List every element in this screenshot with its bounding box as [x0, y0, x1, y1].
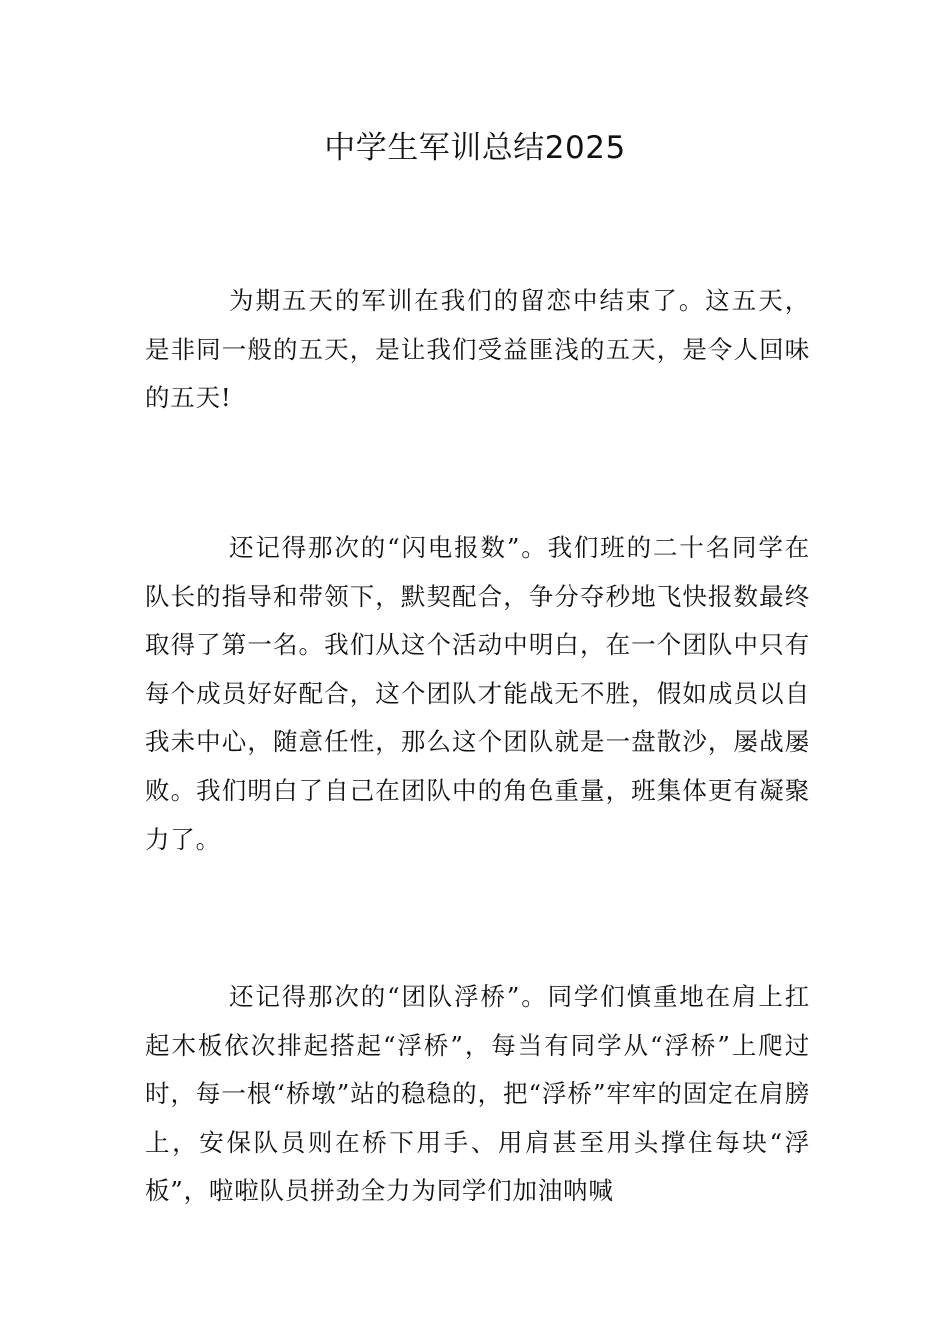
paragraph-team-bridge: 还记得那次的“团队浮桥”。同学们慎重地在肩上扛起木板依次排起搭起“浮桥”，每当有同学从“浮桥”上爬过时，每一根“桥墩”站的稳稳的，把“浮桥”牢牢的固定在肩膀上，安保队员则在桥下用手、用肩甚至用头撑住每块“浮板”，啦啦队员拼劲全力为同学们加油呐喊	[145, 982, 810, 1206]
paragraph-intro: 为期五天的军训在我们的留恋中结束了。这五天，是非同一般的五天，是让我们受益匪浅的五天，是令人回味的五天!	[145, 286, 810, 413]
document-title: 中学生军训总结2025	[324, 130, 626, 166]
paragraph-lightning-count: 还记得那次的“闪电报数”。我们班的二十名同学在队长的指导和带领下，默契配合，争分夺秒地飞快报数最终取得了第一名。我们从这个活动中明白，在一个团队中只有每个成员好好配合，这个团队才能战无不胜，假如成员以自我未中心，随意任性，那么这个团队就是一盘散沙，屡战屡败。我们明白了自己在团队中的角色重量，班集体更有凝聚力了。	[145, 533, 810, 854]
